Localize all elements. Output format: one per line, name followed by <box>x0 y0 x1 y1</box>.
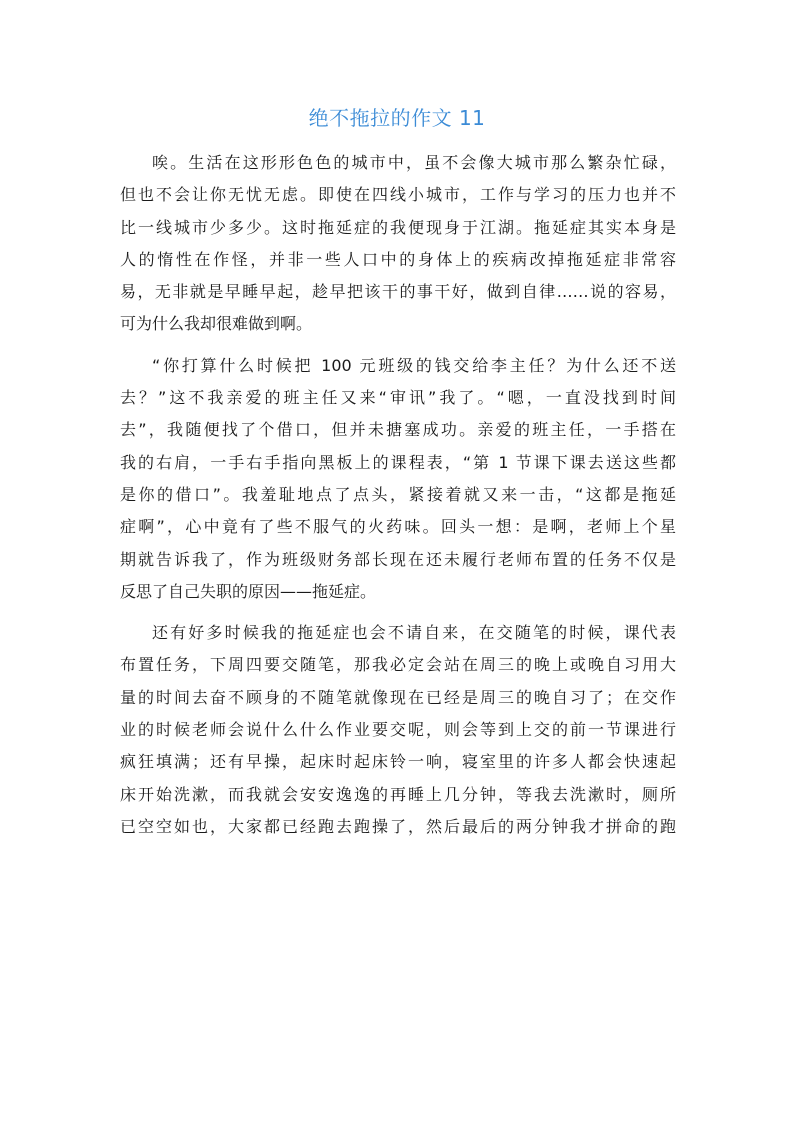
document-body <box>120 147 676 852</box>
text-line: 去”，我随便找了个借口，但并未搪塞成功。亲爱的班主任，一手搭在 <box>120 420 676 440</box>
paragraph <box>120 147 676 341</box>
text-line: 是你的借口”。我羞耻地点了点头，紧接着就又来一击，“这都是拖延 <box>120 484 676 504</box>
text-line: 疯狂填满；还有早操，起床时起床铃一响，寝室里的许多人都会快速起 <box>120 752 676 772</box>
text-line: 业的时候老师会说什么什么作业要交呢，则会等到上交的前一节课进行 <box>120 720 676 740</box>
paragraph <box>120 350 676 608</box>
text-line: 我的右肩，一手右手指向黑板上的课程表，“第 1 节课下课去送这些都 <box>120 452 676 472</box>
text-line: 易，无非就是早睡早起，趁早把该干的事干好，做到自律……说的容易， <box>120 282 676 302</box>
text-line: 唉。生活在这形形色色的城市中，虽不会像大城市那么繁杂忙碌， <box>152 153 676 172</box>
text-line: “你打算什么时候把 100 元班级的钱交给李主任？为什么还不送 <box>152 355 676 375</box>
paragraph <box>120 617 676 843</box>
text-line: 反思了自己失职的原因——拖延症。 <box>120 581 377 601</box>
document-title: 绝不拖拉的作文 11 <box>308 106 486 130</box>
text-line: 人的惰性在作怪，并非一些人口中的身体上的疾病改掉拖延症非常容 <box>120 249 676 269</box>
text-line: 还有好多时候我的拖延症也会不请自来，在交随笔的时候，课代表 <box>152 623 676 643</box>
text-line: 比一线城市少多少。这时拖延症的我便现身于江湖。拖延症其实本身是 <box>120 217 676 237</box>
text-line: 布置任务，下周四要交随笔，那我必定会站在周三的晚上或晚自习用大 <box>120 655 676 675</box>
text-line: 期就告诉我了，作为班级财务部长现在还未履行老师布置的任务不仅是 <box>120 549 676 569</box>
text-line: 但也不会让你无忧无虑。即使在四线小城市，工作与学习的压力也并不 <box>120 185 676 205</box>
text-line: 症啊”，心中竟有了些不服气的火药味。回头一想：是啊，老师上个星 <box>120 517 676 537</box>
text-line: 可为什么我却很难做到啊。 <box>120 314 313 334</box>
text-line: 床开始洗漱，而我就会安安逸逸的再睡上几分钟，等我去洗漱时，厕所 <box>120 784 676 804</box>
text-line: 去？”这不我亲爱的班主任又来“审讯”我了。“嗯，一直没找到时间 <box>120 388 676 408</box>
text-line: 已空空如也，大家都已经跑去跑操了，然后最后的两分钟我才拼命的跑 <box>120 816 676 836</box>
text-line: 量的时间去奋不顾身的不随笔就像现在已经是周三的晚自习了；在交作 <box>120 687 676 707</box>
